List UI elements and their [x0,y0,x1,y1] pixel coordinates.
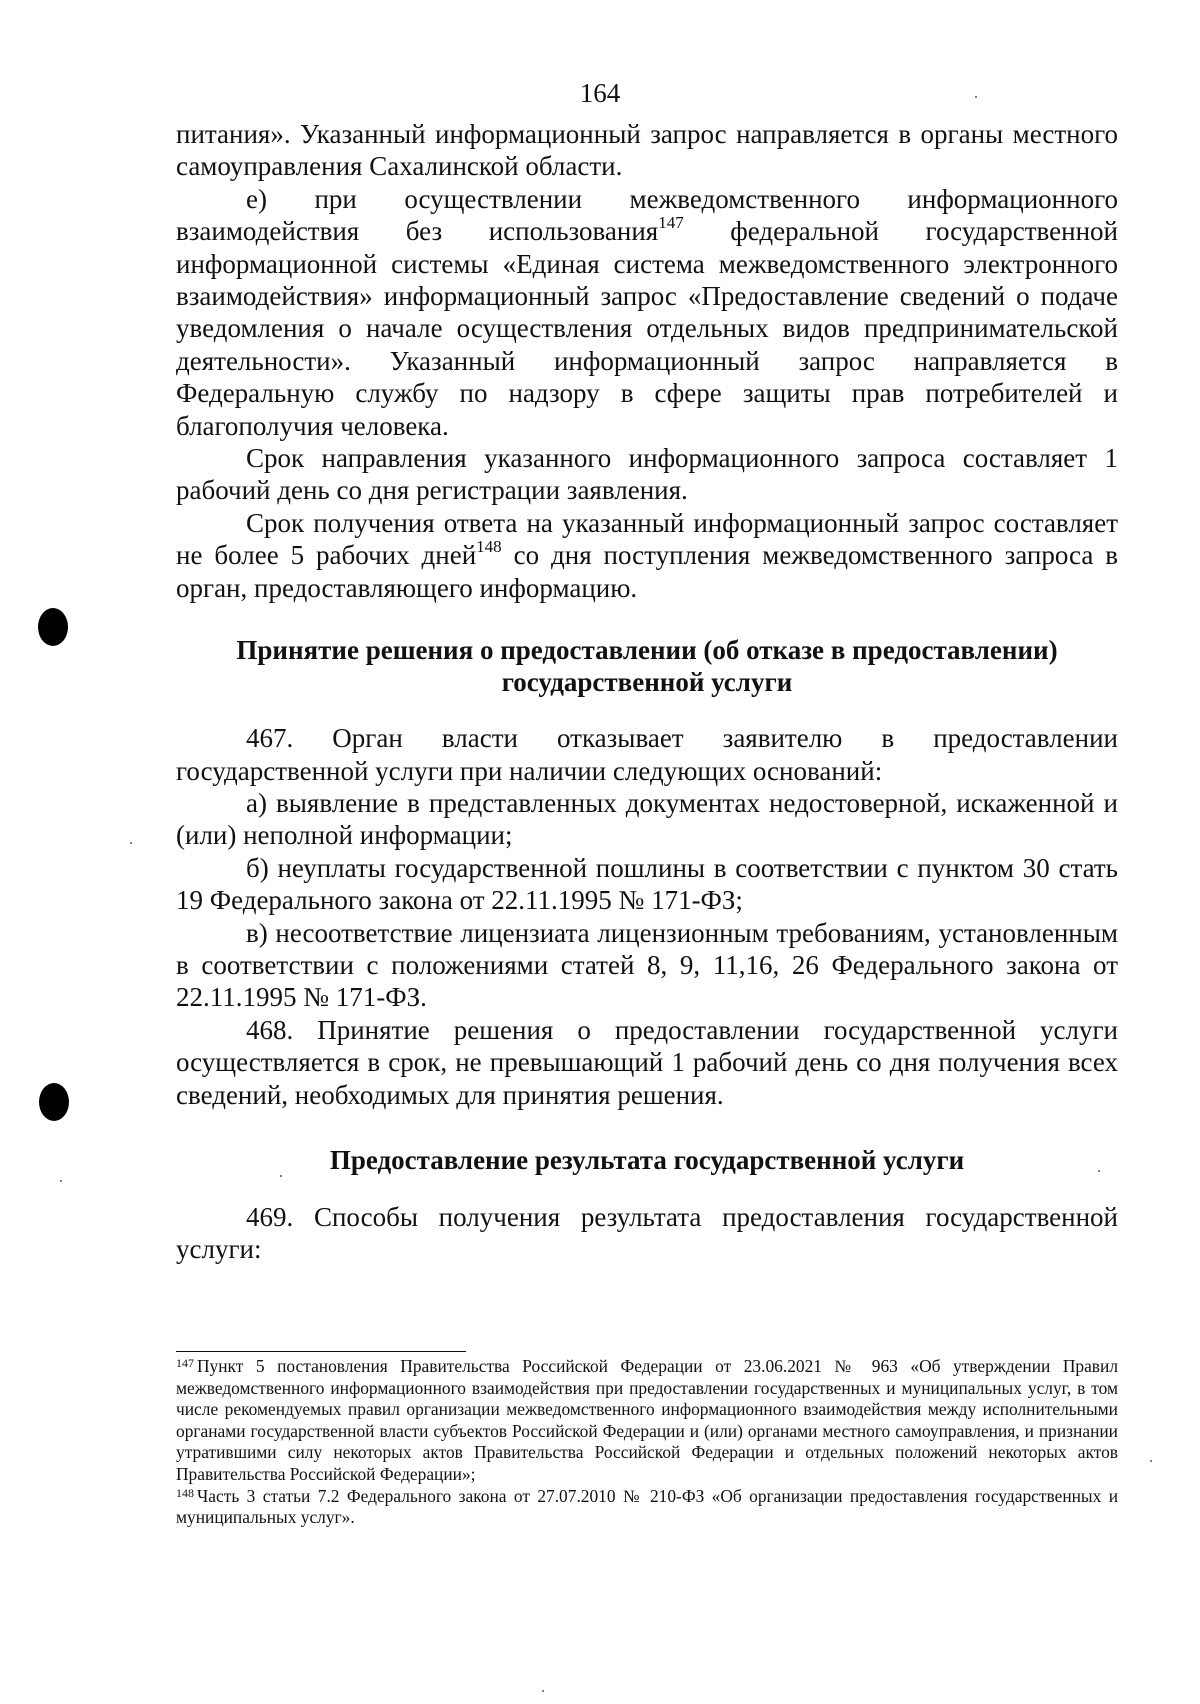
footnote-number: 148 [176,1485,194,1500]
paragraph-468: 468. Принятие решения о предоставлении государственной услуги осуществляется в срок, не превышающий 1 рабочий день со дня получения всех сведений, необходимых для принятия решения. [176,1014,1118,1110]
footnote-text: Пункт 5 постановления Правительства Российской Федерации от 23.06.2021 № 963 «Об утверждении Правил межведомственного информационного взаимодействия при предоставлении государственных и муниципальных услуг, в том числе рекомендуемых правил организации межведомственного информационного взаимодействия между исполнительными органами государственной власти субъектов Российской Федерации и (или) органами местного самоуправления, и признании утратившими силу некоторых актов Правительства Российской Федерации и отдельных положений некоторых актов Правительства Российской Федерации»; [176,1356,1118,1484]
footnote-ref-147: 147 [658,213,684,233]
paragraph-term-response-text-1: Срок получения ответа на указанный информационный запрос составляет не более 5 рабочих дней [176,507,1118,571]
footnotes [176,1356,1118,1529]
paragraph-item-b: б) неуплаты государственной пошлины в соответствии с пунктом 30 стать 19 Федерального закона от 22.11.1995 № 171-ФЗ; [176,852,1118,916]
main-text [176,118,1118,1266]
section-heading-decision [176,634,1118,698]
footnote-number: 147 [176,1356,194,1370]
scan-speck [542,1690,544,1692]
paragraph-item-e-text-2: федеральной государственной информационной системы «Единая система межведомственного электронного взаимодействия» информационный запрос «Предоставление сведений о подаче уведомления о начале осуществления отдельных видов предпринимательской деятельности». Указанный информационный запрос направляется в Федеральную службу по надзору в сфере защиты прав потребителей и благополучия человека. [176,216,1118,441]
punch-hole-top [38,608,68,646]
paragraph-item-v: в) несоответствие лицензиата лицензионным требованиям, установленным в соответствии с положениями статей 8, 9, 11,16, 26 Федерального закона от 22.11.1995 № 171-ФЗ. [176,917,1118,1013]
page-number: 164 [579,78,621,108]
footnote-text: Часть 3 статьи 7.2 Федерального закона от 27.07.2010 № 210-ФЗ «Об организации предоставления государственных и муниципальных услуг». [176,1485,1118,1528]
paragraph-item-e-text-1: е) при осуществлении межведомственного информационного взаимодействия без использования [176,183,1118,247]
paragraph-item-a: а) выявление в представленных документах недостоверной, искаженной и (или) неполной информации; [176,787,1118,851]
paragraph-469: 469. Способы получения результата предоставления государственной услуги: [176,1201,1118,1265]
section-heading-decision-line2: государственной услуги [501,667,793,698]
paragraph-467: 467. Орган власти отказывает заявителю в предоставлении государственной услуги при наличии следующих оснований: [176,723,1118,786]
scan-speck [975,96,977,98]
paragraph-item-e [176,183,1118,442]
paragraph-term-response-text-2: со дня поступления межведомственного запроса в орган, предоставляющего информацию. [176,540,1119,603]
scan-speck [280,1175,282,1177]
scan-speck [1098,1170,1100,1172]
scan-speck [130,842,132,844]
punch-hole-bottom [39,1083,69,1121]
footnote-ref-148: 148 [476,537,502,557]
section-heading-decision-line1: Принятие решения о предоставлении (об отказе в предоставлении) [236,635,1058,666]
scan-speck [1150,1460,1152,1462]
footnote-147 [176,1356,1118,1486]
footnote-148 [176,1486,1118,1529]
paragraph-continuation: питания». Указанный информационный запрос направляется в органы местного самоуправления Сахалинской области. [176,119,1118,182]
footnote-separator [176,1351,466,1352]
section-heading-result: Предоставление результата государственной услуги [329,1144,965,1175]
scan-speck [60,1180,62,1182]
paragraph-term-response [176,507,1118,604]
paragraph-term-direction: Срок направления указанного информационного запроса составляет 1 рабочий день со дня регистрации заявления. [176,443,1118,506]
